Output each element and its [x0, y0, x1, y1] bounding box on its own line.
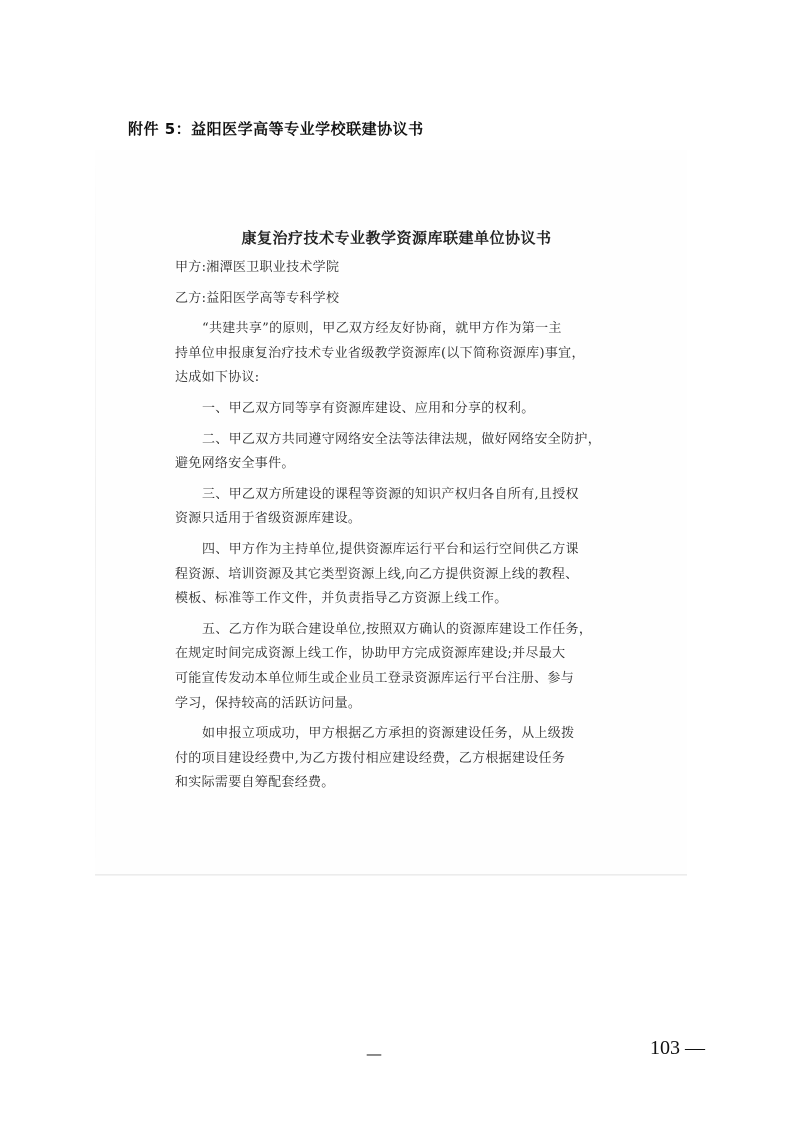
party-a: 甲方:湘潭医卫职业技术学院	[175, 260, 340, 275]
paragraph-line: 三、甲乙双方所建设的课程等资源的知识产权归各自所有,且授权	[202, 486, 579, 502]
paragraph-line: 程资源、培训资源及其它类型资源上线,向乙方提供资源上线的教程、	[175, 566, 579, 582]
paragraph-line: 付的项目建设经费中,为乙方拨付相应建设经费，乙方根据建设任务	[175, 750, 566, 766]
paragraph-line: 二、甲乙双方共同遵守网络安全法等法律法规，做好网络安全防护，	[202, 431, 602, 447]
paragraph-line: 模板、标准等工作文件，并负责指导乙方资源上线工作。	[175, 591, 508, 607]
party-b: 乙方:益阳医学高等专科学校	[175, 290, 340, 306]
scan-edge	[95, 150, 96, 874]
paragraph-line: 四、甲方作为主持单位,提供资源库运行平台和运行空间供乙方课	[202, 541, 579, 557]
clause-4	[175, 538, 645, 612]
paragraph-line: 在规定时间完成资源上线工作，协助甲方完成资源库建设;并尽最大	[175, 646, 566, 662]
paragraph-line: 避免网络安全事件。	[175, 456, 295, 472]
paragraph-line: 一、甲乙双方同等享有资源库建设、应用和分享的权利。	[202, 400, 535, 416]
page-number: 103 —	[650, 1037, 705, 1059]
agreement-title: 康复治疗技术专业教学资源库联建单位协议书	[241, 229, 552, 247]
paragraph-line: 持单位申报康复治疗技术专业省级教学资源库(以下简称资源库)事宜，	[175, 345, 585, 361]
paragraph-line: 可能宣传发动本单位师生或企业员工登录资源库运行平台注册、参与	[175, 670, 575, 686]
paragraph-line: 和实际需要自筹配套经费。	[175, 775, 335, 791]
clause-5	[175, 618, 645, 716]
clause-1	[175, 397, 645, 422]
agreement-body	[175, 256, 645, 796]
closing-paragraph	[175, 722, 645, 796]
footer-dash: —	[366, 1044, 382, 1063]
clause-2	[175, 428, 645, 477]
attachment-title: 附件 5：益阳医学高等专业学校联建协议书	[128, 120, 424, 138]
paragraph-line: 五、乙方作为联合建设单位,按照双方确认的资源库建设工作任务，	[202, 621, 593, 637]
paragraph-line: “共建共享”的原则，甲乙双方经友好协商，就甲方作为第一主	[202, 321, 562, 337]
clause-3	[175, 483, 645, 532]
paragraph-line: 资源只适用于省级资源库建设。	[175, 511, 362, 527]
paragraph-line: 学习，保持较高的活跃访问量。	[175, 695, 362, 711]
intro-paragraph	[175, 317, 645, 391]
paragraph-line: 达成如下协议:	[175, 370, 260, 386]
paragraph-line: 如申报立项成功，甲方根据乙方承担的资源建设任务，从上级拨	[202, 726, 575, 742]
